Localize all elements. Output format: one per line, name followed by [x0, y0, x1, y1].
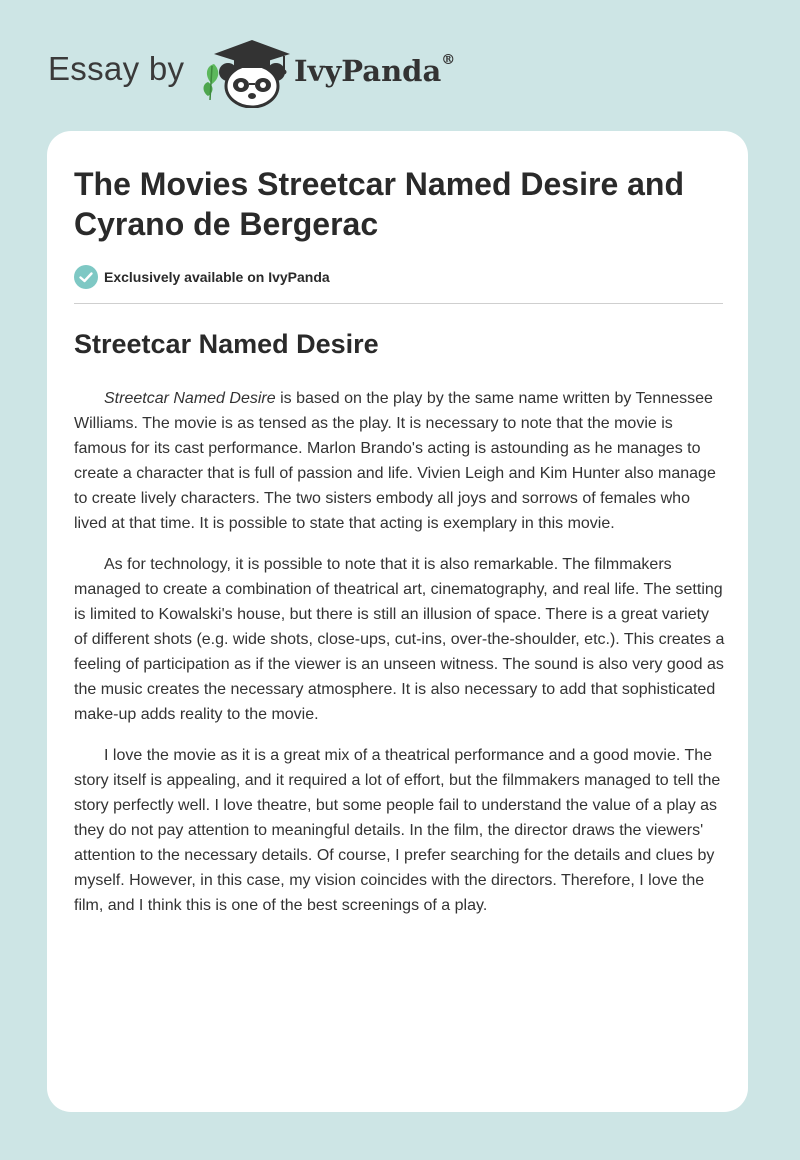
paragraph-3: I love the movie as it is a great mix of a theatrical performance and a good movie. The story itself is appealing, and it required a lot of effort, but the filmmakers managed to tell the story perfectly well. I love theatre, but some people fail to understand the value of a play as they do not pay attention to meaningful details. In the film, the director draws the viewers' attention to the necessary details. Of course, I prefer searching for the details and clues by myself. However, in this case, my vision coincides with the directors. Therefore, I love the film, and I think this is one of the best screenings of a play. — [74, 747, 721, 914]
essay-by-label: Essay by — [48, 50, 185, 87]
brand-name-text: IvyPanda — [294, 54, 442, 88]
section-heading: Streetcar Named Desire — [74, 329, 379, 359]
essay-title: The Movies Streetcar Named Desire and Cyrano de Bergerac — [74, 166, 685, 242]
paragraph-1 — [74, 386, 726, 536]
essay-body — [74, 386, 726, 934]
ivypanda-wordmark — [294, 54, 455, 88]
paragraph-1-text: is based on the play by the same name written by Tennessee Williams. The movie is as tensed as the play. It is necessary to note that the movie is famous for its cast performance. Marlon Brando's acting is astounding as he manages to create a character that is full of passion and life. Vivien Leigh and Kim Hunter also manage to create lively characters. The two sisters embody all joys and sorrows of females who lived at that time. It is possible to state that acting is exemplary in this movie. — [74, 390, 716, 532]
divider — [74, 303, 723, 304]
film-title-italic: Streetcar Named Desire — [104, 390, 276, 407]
essay-card — [47, 131, 748, 1112]
exclusive-badge — [74, 264, 330, 290]
exclusive-badge-label: Exclusively available on IvyPanda — [104, 269, 330, 285]
panda-graduation-cap-icon — [198, 36, 294, 108]
brand-header[interactable] — [48, 36, 508, 108]
check-circle-icon — [74, 265, 98, 289]
registered-mark: ® — [441, 52, 456, 68]
paragraph-2: As for technology, it is possible to note that it is also remarkable. The filmmakers managed to create a combination of theatrical art, cinematography, and real life. The setting is limited to Kowalski's house, but there is still an illusion of space. There is a great variety of different shots (e.g. wide shots, close-ups, cut-ins, over-the-shoulder, etc.). This creates a feeling of participation as if the viewer is an unseen witness. The sound is also very good as the music creates the necessary atmosphere. It is also necessary to add that sophisticated make-up adds reality to the movie. — [74, 556, 725, 723]
